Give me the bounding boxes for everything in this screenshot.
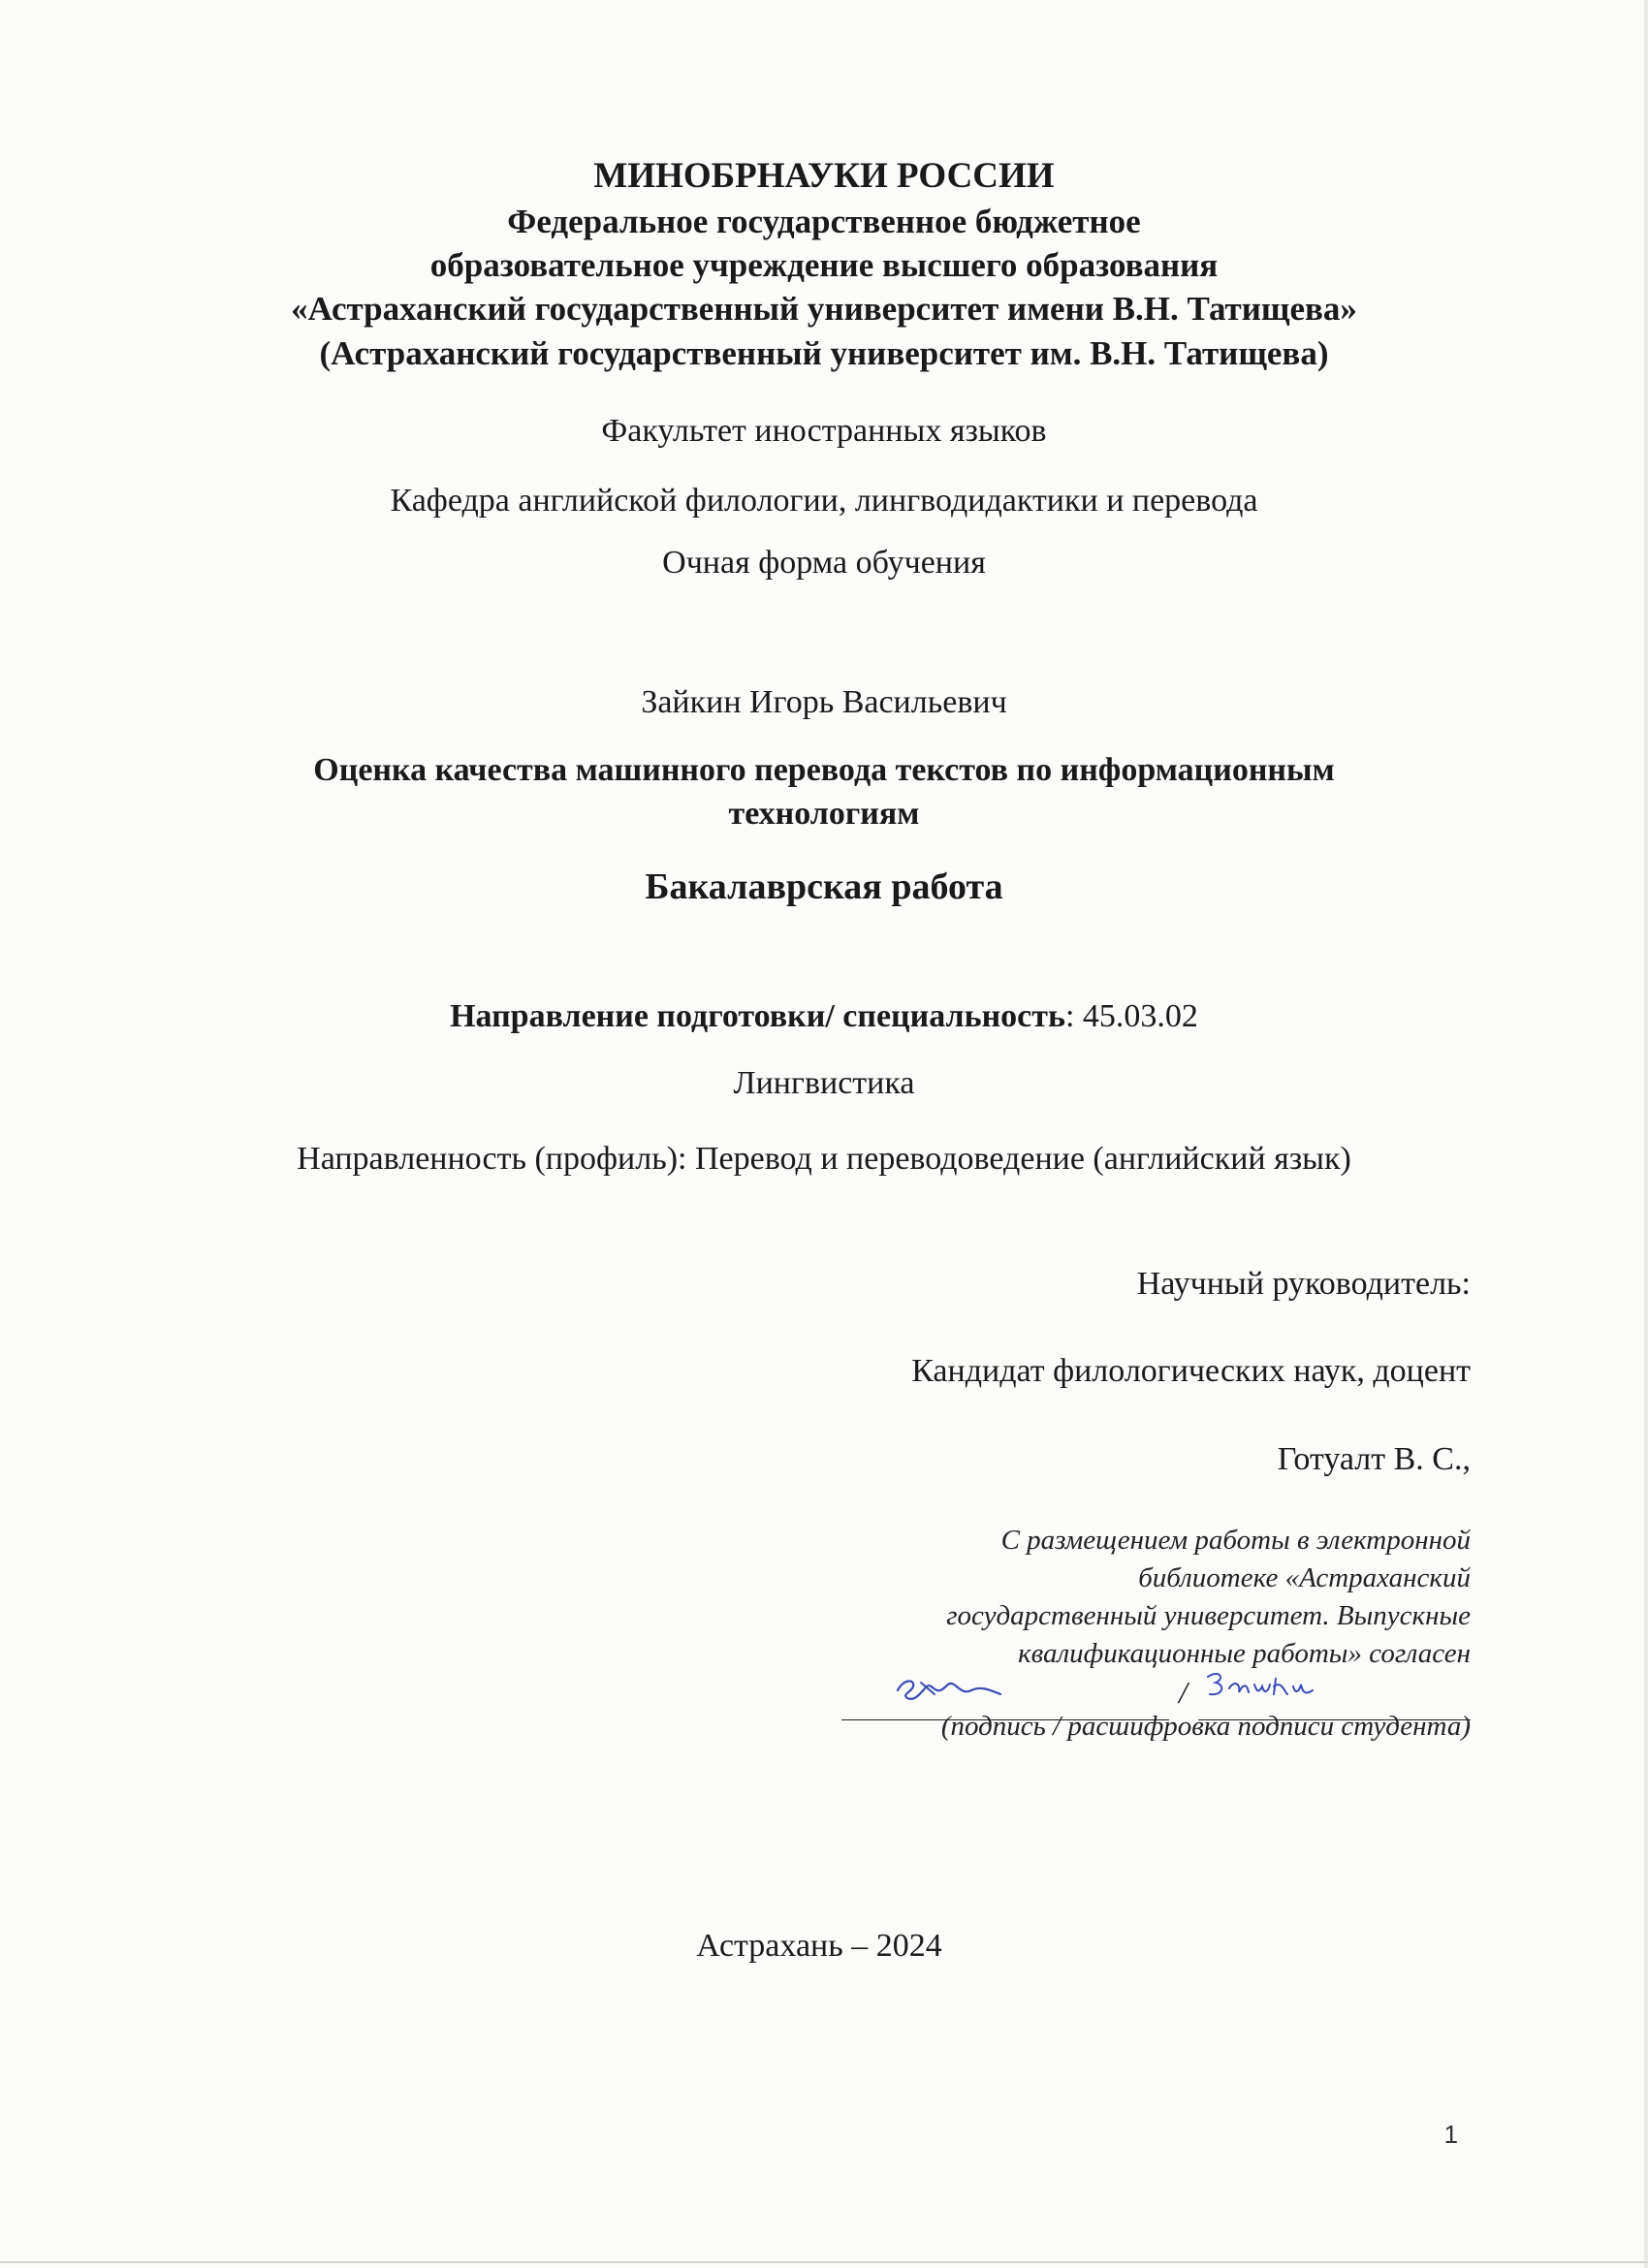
thesis-title-line-2: технологиям [728,796,920,832]
signature-caption: (подпись / расшифровка подписи студента) [940,1711,1471,1742]
city-year: Астрахань – 2024 [696,1928,942,1964]
thesis-title-line-1: Оценка качества машинного перевода текстов по информационным [313,752,1335,788]
org-line-1: Федеральное государственное бюджетное [507,203,1141,240]
supervisor-label: Научный руководитель: [1136,1266,1471,1302]
program-code: : 45.03.02 [1064,998,1198,1034]
program-line [0,998,1648,1035]
program-profile: Направленность (профиль): Перевод и переводоведение (английский язык) [297,1141,1351,1177]
org-line-3: «Астраханский государственный университет имени В.Н. Татищева» [291,290,1357,328]
author-name: Зайкин Игорь Васильевич [641,684,1007,720]
consent-line-4: квалификационные работы» согласен [1018,1638,1471,1669]
signature-scribble-icon [892,1669,1008,1708]
work-type: Бакалаврская работа [645,866,1003,907]
scan-bottom-edge [0,2261,1648,2263]
org-line-4: (Астраханский государственный университет им. В.Н. Татищева) [319,334,1329,372]
consent-line-1: С размещением работы в электронной [1000,1525,1471,1556]
faculty: Факультет иностранных языков [601,413,1047,449]
consent-line-2: библиотеке «Астраханский [1138,1562,1471,1593]
study-form: Очная форма обучения [662,545,986,581]
program-name: Лингвистика [733,1065,915,1101]
scan-edge-shadow [1644,0,1648,2268]
supervisor-degree: Кандидат филологических наук, доцент [911,1353,1471,1389]
ministry-heading: МИНОБРНАУКИ РОССИИ [593,156,1055,196]
consent-line-3: государственный университет. Выпускные [946,1600,1471,1631]
program-label: Направление подготовки/ специальность [450,998,1065,1034]
signature-decoding-handwriting [1200,1667,1316,1706]
page-number: 1 [1443,2120,1458,2149]
supervisor-name: Готуалт В. С., [1277,1441,1471,1477]
department: Кафедра английской филологии, лингводидактики и перевода [390,483,1258,519]
signature-separator: / [1179,1675,1188,1710]
org-line-2: образовательное учреждение высшего образования [429,246,1219,284]
